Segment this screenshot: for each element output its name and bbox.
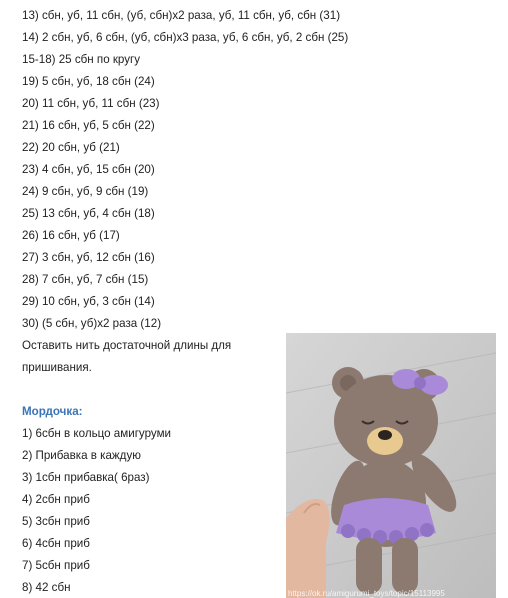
muzzle-row: 3) 1сбн прибавка( 6раз) bbox=[22, 471, 150, 484]
pattern-row: 26) 16 сбн, уб (17) bbox=[22, 229, 120, 242]
pattern-row: 22) 20 сбн, уб (21) bbox=[22, 141, 120, 154]
section-title: Мордочка: bbox=[22, 405, 83, 418]
hand bbox=[286, 499, 330, 598]
left-leg bbox=[356, 538, 382, 594]
pattern-row: 21) 16 сбн, уб, 5 сбн (22) bbox=[22, 119, 155, 132]
note-text: Оставить нить достаточной длины для bbox=[22, 339, 232, 352]
pattern-row: 29) 10 сбн, уб, 3 сбн (14) bbox=[22, 295, 155, 308]
note-text: пришивания. bbox=[22, 361, 92, 374]
pattern-row: 28) 7 сбн, уб, 7 сбн (15) bbox=[22, 273, 149, 286]
muzzle-row: 2) Прибавка в каждую bbox=[22, 449, 141, 462]
muzzle-row: 5) 3сбн приб bbox=[22, 515, 90, 528]
muzzle-row: 4) 2сбн приб bbox=[22, 493, 90, 506]
bear-photo bbox=[286, 333, 496, 598]
muzzle-row: 8) 42 сбн bbox=[22, 581, 71, 594]
pattern-row: 25) 13 сбн, уб, 4 сбн (18) bbox=[22, 207, 155, 220]
photo-watermark: https://ok.ru/amigurumi_toys/topic/15113995 bbox=[288, 589, 445, 598]
pattern-row: 15-18) 25 сбн по кругу bbox=[22, 53, 141, 66]
pattern-row: 27) 3 сбн, уб, 12 сбн (16) bbox=[22, 251, 155, 264]
pattern-row: 14) 2 сбн, уб, 6 сбн, (уб, сбн)х3 раза, уб, 6 сбн, уб, 2 сбн (25) bbox=[22, 31, 349, 44]
pattern-row: 30) (5 сбн, уб)х2 раза (12) bbox=[22, 317, 162, 330]
muzzle-row: 6) 4сбн приб bbox=[22, 537, 90, 550]
pattern-row: 19) 5 сбн, уб, 18 сбн (24) bbox=[22, 75, 155, 88]
bear-nose bbox=[378, 430, 392, 440]
muzzle-row: 7) 5сбн приб bbox=[22, 559, 90, 572]
muzzle-row: 1) 6сбн в кольцо амигуруми bbox=[22, 427, 172, 440]
pattern-row: 24) 9 сбн, уб, 9 сбн (19) bbox=[22, 185, 149, 198]
pattern-row: 20) 11 сбн, уб, 11 сбн (23) bbox=[22, 97, 160, 110]
pattern-row: 13) сбн, уб, 11 сбн, (уб, сбн)х2 раза, уб, 11 сбн, уб, сбн (31) bbox=[22, 9, 341, 22]
bear-illustration bbox=[286, 333, 496, 598]
pattern-row: 23) 4 сбн, уб, 15 сбн (20) bbox=[22, 163, 155, 176]
right-leg bbox=[392, 538, 418, 594]
